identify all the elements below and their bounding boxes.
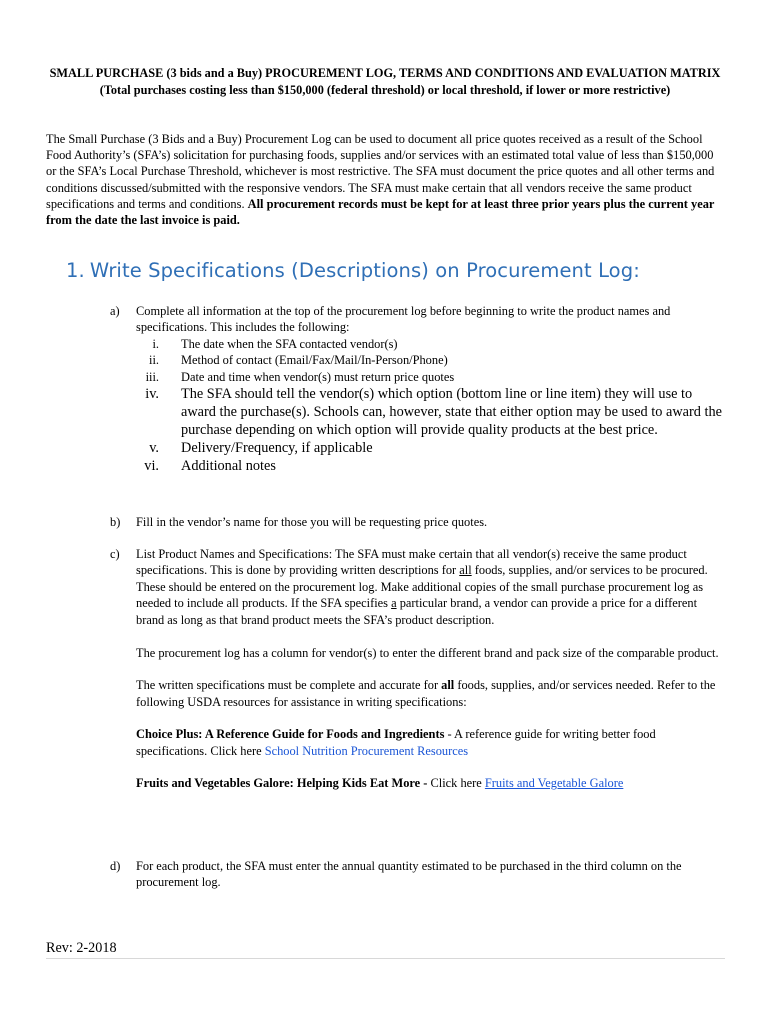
list-item-d [110,858,726,891]
item-c-paragraph-1 [136,546,726,628]
sub-item [136,352,726,368]
sub-item [136,439,726,457]
sub-item-number: iii. [145,369,159,384]
item-c-paragraph-3 [136,677,726,710]
section-number: 1. [66,259,85,282]
fruits-vegetable-galore-link[interactable]: Fruits and Vegetable Galore [484,776,624,791]
item-a-text: Complete all information at the top of the procurement log before beginning to write the product names and specifications. This includes the following: [136,304,671,335]
title-line-1: SMALL PURCHASE (3 bids and a Buy) PROCUREMENT LOG, TERMS AND CONDITIONS AND EVALUATION MATRIX [49,66,721,80]
item-c-bold-all: all [441,678,455,693]
sub-item [136,457,726,475]
sub-item [136,336,726,352]
choice-plus-resource [136,726,726,759]
footer-divider [46,958,725,959]
sub-item-number: iv. [145,386,159,403]
item-b-text: Fill in the vendor’s name for those you will be requesting price quotes. [136,515,488,529]
sub-item-number: v. [149,440,159,457]
sub-item-text: Delivery/Frequency, if applicable [181,440,373,457]
intro-paragraph [46,131,726,228]
item-c-label: c) [110,547,120,561]
sub-item-text: Date and time when vendor(s) must return price quotes [181,369,455,384]
document-title [40,66,730,98]
list-item-a [110,303,726,475]
title-line-2: (Total purchases costing less than $150,000 (federal threshold) or local threshold, if lower or more restrictive) [99,82,671,97]
sub-item-text: The SFA should tell the vendor(s) which option (bottom line or line item) they will use to award the purchase(s). Schools can, however, state that either option may be used to award the purchase depending on which option will provide quality products at the best price. [181,386,722,439]
sub-item-number: ii. [149,353,159,368]
item-c-text: particular brand, a vendor can provide a price for a different brand as long as that brand product meets the SFA’s product description. [136,596,698,627]
item-a-label: a) [110,304,120,318]
item-c-underlined-a: a [391,596,397,611]
sub-item-text: Method of contact (Email/Fax/Mail/In-Person/Phone) [181,353,448,368]
section-heading-text: Write Specifications (Descriptions) on Procurement Log: [89,259,640,282]
list-item-c [110,546,726,791]
revision-label: Rev: 2-2018 [46,940,117,956]
fruits-vegetables-text: Click here [427,776,485,791]
choice-plus-text: - A reference guide for writing better food specifications. Click here [136,727,656,758]
list-item-b [110,514,726,530]
fruits-vegetables-title: Fruits and Vegetables Galore: Helping Kids Eat More - [136,776,428,791]
item-d-label: d) [110,859,121,873]
item-a-sublist [136,336,726,475]
school-nutrition-procurement-link[interactable]: School Nutrition Procurement Resources [264,743,469,758]
sub-item-number: vi. [144,458,159,475]
sub-item-text: Additional notes [181,458,276,475]
sub-item-text: The date when the SFA contacted vendor(s) [181,336,398,351]
item-c-underlined-all: all [459,563,472,578]
item-b-label: b) [110,515,121,529]
item-c-text: List Product Names and Specifications: The SFA must make certain that all vendor(s) receive the same product specifications. This is done by providing written descriptions for [136,547,687,578]
item-c-text: foods, supplies, and/or services to be procured. These should be entered on the procurement log. Make additional copies of the small purchase procurement log as needed to include all products. If the SFA specifies [136,563,708,611]
item-c-text: The written specifications must be complete and accurate for [136,678,442,693]
item-c-paragraph-2: The procurement log has a column for vendor(s) to enter the different brand and pack size of the comparable product. [136,646,719,661]
sub-item [136,385,726,439]
intro-text: The Small Purchase (3 Bids and a Buy) Procurement Log can be used to document all price quotes received as a result of the School Food Authority’s (SFA’s) solicitation for purchasing foods, supplies and/or services with an estimated total value of less than $150,000 or the SFA’s Local Purchase Threshold, whichever is most restrictive. The SFA must document the price quotes and all other terms and conditions discussed/submitted with the responsive vendors. The SFA must make certain that all vendors receive the same product specifications and terms and conditions. [46,132,715,211]
section-heading [66,259,640,282]
choice-plus-title: Choice Plus: A Reference Guide for Foods and Ingredients [136,727,445,742]
intro-bold-text: All procurement records must be kept for at least three prior years plus the current year from the date the last invoice is paid. [46,196,715,228]
item-c-text: foods, supplies, and/or services needed. Refer to the following USDA resources for assistance in writing specifications: [136,678,716,709]
fruits-vegetables-resource [136,775,726,791]
item-d-text: For each product, the SFA must enter the annual quantity estimated to be purchased in the third column on the procurement log. [136,859,682,890]
sub-item-number: i. [152,336,159,351]
sub-item [136,369,726,385]
